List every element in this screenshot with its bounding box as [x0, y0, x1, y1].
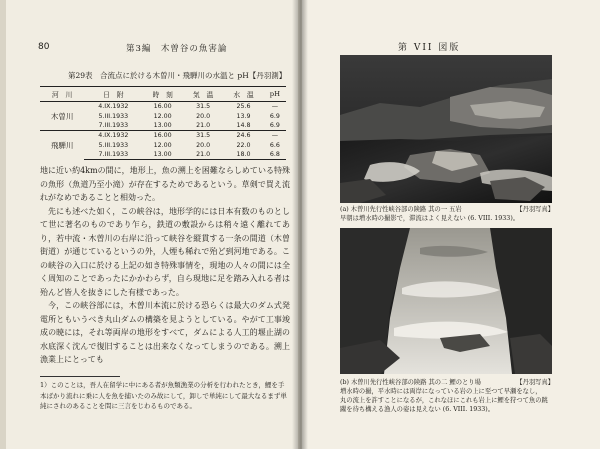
cell-date: 5.III.1933: [98, 112, 129, 120]
cell-time: 13.00: [153, 121, 172, 129]
photo-a-caption-main: (a) 木曽川先行性峡谷部の険路 其の一 五岩: [340, 206, 462, 213]
left-page: [6, 0, 298, 449]
cell-air: 20.0: [196, 141, 211, 149]
cell-ph: 6.9: [269, 121, 280, 129]
paragraph: 先にも述べた如く，この峡谷は，地形学的には日本有数のものとして世に著名のものであり乍ら，鉄道の敷設からは稍々遠く離れてあり，若中流・木曽川の右岸に沿って峡谷を縦貫する一条の間道（木曽街道）が通じているというの外，人煙も稀れで殆ど到河地である。この峡谷の入口に於ける上記の如き特殊事情を，現地の人々の間には全く周知のことであったにかかわらず，自ら現地に足を踏み入れる者は殆んど皆人を抜きにした有様であった。: [40, 206, 290, 297]
cell-air: 21.0: [183, 150, 223, 160]
cell-water: 13.9: [236, 112, 251, 120]
page-number: 80: [38, 42, 50, 52]
photo-a-caption-row: [340, 205, 554, 214]
cell-time: 12.00: [153, 112, 172, 120]
photo-b-caption-main: (b) 木曽川先行性峡谷部の険路 其の二 鯉のとり場: [340, 379, 481, 386]
cell-air: 20.0: [196, 112, 211, 120]
header-date: 日 附: [84, 87, 142, 102]
plate-title: 第 VII 図版: [398, 43, 461, 53]
photo-b-caption-row: [340, 378, 554, 387]
header-ph: pH: [264, 87, 286, 102]
header-river: 河 川: [40, 87, 84, 102]
paragraph: 今，この峡谷部には，木曽川本流に於ける恐らくは最大のダム式発電所ともいうべき丸山ダムの構築を見ようとしている。やがて工事竣成の暁には，それ等両岸の地形をすべて，ダムによる人工的堰止湖の水底深く沈んで復旧することは出来なくなってしまうのである。溯上漁業上にとっても: [40, 301, 290, 364]
cell-time: 16.00: [142, 102, 182, 112]
photo-a-caption: [340, 205, 554, 223]
paragraph: 地に近い約4kmの間に，地形上，魚の溯上を困難ならしめている特殊の魚形（魚道乃至小滝）が存在するためであるという。草剣で買え流れがなめであることと相効った。: [40, 166, 290, 202]
cell-date: 7.III.1933: [84, 150, 142, 160]
water-temperature-table: [40, 86, 286, 160]
cell-air: 21.0: [196, 121, 211, 129]
gorge-photo-b: [340, 228, 552, 374]
cell-time: 13.00: [142, 150, 182, 160]
photo-b-caption-line: 増水時の撮，平水時には両岸になっている岩の上に至つて早瀬をなし，: [340, 388, 542, 395]
book-gutter: [292, 0, 308, 449]
cell-air: 31.5: [183, 131, 223, 141]
header-air-temp: 気 温: [183, 87, 223, 102]
cell-air: 31.5: [183, 102, 223, 112]
river-name: 木曽川: [40, 102, 84, 131]
header-time: 時 刻: [142, 87, 182, 102]
table-row: [40, 131, 286, 141]
cell-ph: —: [264, 131, 286, 141]
body-text: [40, 164, 290, 367]
header-water-temp: 水 温: [223, 87, 263, 102]
gorge-photo-b-image: [340, 228, 552, 374]
photo-b-caption-line: 丸の流上を許すことになるが，これなほにこれも岩上に鯉を狩つて魚の跳躍を待ち構える漁人の姿は見えない (6. VIII. 1933)。: [340, 397, 548, 413]
photo-b-caption: [340, 378, 554, 414]
cell-water: 14.8: [236, 121, 251, 129]
river-name: 飛騨川: [40, 131, 84, 160]
table-header-row: [40, 87, 286, 102]
footnote-rule: [40, 376, 120, 377]
cell-ph: 6.8: [264, 150, 286, 160]
cell-water: 22.0: [236, 141, 251, 149]
cell-date: 4.IX.1932: [84, 102, 142, 112]
cell-water: 18.0: [223, 150, 263, 160]
table-row: [40, 102, 286, 112]
gorge-photo-a-image: [340, 55, 552, 203]
photo-a-caption-source: 【丹羽写真】: [516, 206, 554, 213]
cell-time: 16.00: [142, 131, 182, 141]
cell-water: 25.6: [223, 102, 263, 112]
cell-ph: 6.6: [269, 141, 280, 149]
cell-ph: —: [264, 102, 286, 112]
cell-ph: 6.9: [269, 112, 280, 120]
photo-a-caption-detail: 早朝は増水時の撮影で，滞流はよく見えない (6. VIII. 1933)。: [340, 215, 520, 222]
table-caption: 第29表 合流点に於ける木曽川・飛騨川の水温と pH【丹羽測】: [68, 71, 287, 80]
cell-time: 12.00: [153, 141, 172, 149]
cell-water: 24.6: [223, 131, 263, 141]
photo-b-caption-source: 【丹羽写真】: [516, 379, 554, 386]
running-head: 第3編 木曽谷の魚害論: [126, 44, 228, 54]
footnote: 1）このことは，吾人在留学に中にある者が魚類漁業の分析を行われたとき，鯉を手本ばかり流れに乗に人を魚を捕いたのみ故にして，卸しで単純にして最大なるまず単純にされのあることを問に三言をじわるものである。: [40, 381, 287, 410]
cell-date: 4.IX.1932: [84, 131, 142, 141]
gorge-photo-a: [340, 55, 552, 203]
cell-date: 7.III.1933: [98, 121, 129, 129]
cell-date: 5.III.1933: [98, 141, 129, 149]
